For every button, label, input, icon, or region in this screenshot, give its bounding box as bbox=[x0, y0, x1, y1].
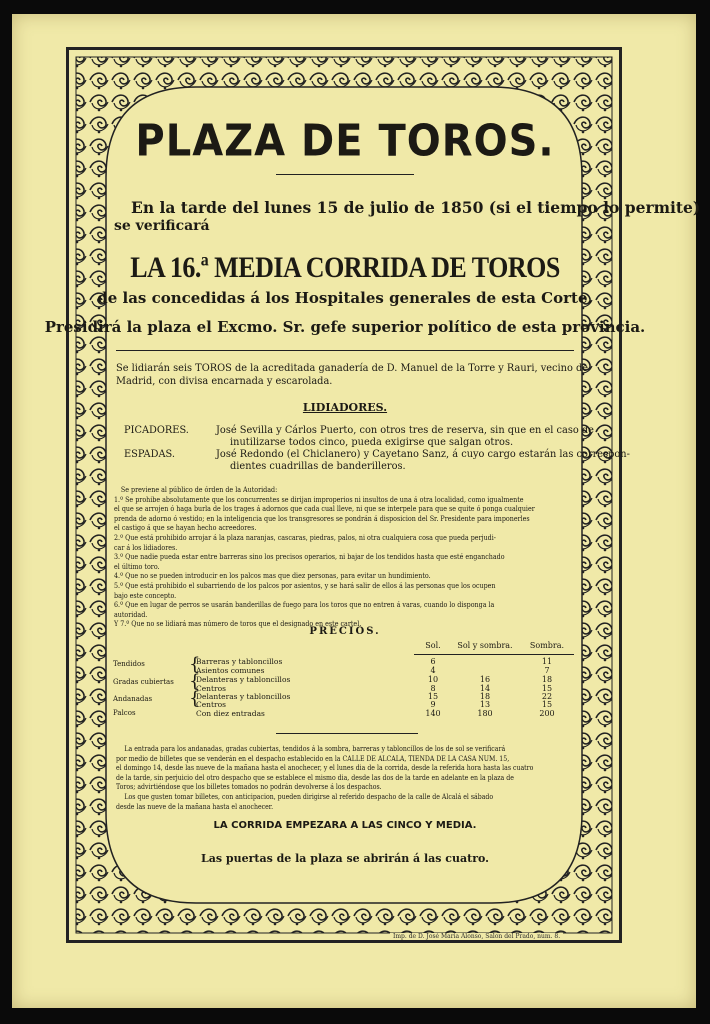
note-line: de la tarde, sin perjuicio del otro despacho que se establece el mismo dia, desde las dos de la tarde en adelante en la plaza de bbox=[116, 772, 514, 782]
note-line: por medio de billetes que se venderán en el despacho establecido en la CALLE DE ALCALA, TIENDA DE LA CASA NUM. 15, bbox=[116, 753, 510, 763]
price-sol: 9 bbox=[430, 700, 436, 709]
hospitals-line: de las concedidas á los Hospitales generales de esta Corte. bbox=[97, 289, 593, 307]
rule-line: el que se arrojen ó haga burla de los trages á adornos que cada cual lleve, ni que se interpele para que se quite ó ponga cualquier bbox=[114, 504, 535, 514]
group-tendidos: Tendidos bbox=[113, 660, 145, 668]
espadas-label: ESPADAS. bbox=[124, 449, 176, 460]
picadores-text-2: inutilizarse todos cinco, pueda exigirse que salgan otros. bbox=[230, 437, 514, 448]
poster-title: PLAZA DE TOROS. bbox=[135, 115, 555, 167]
price-sombra: 22 bbox=[541, 692, 553, 701]
rule-line: autoridad. bbox=[114, 609, 148, 619]
notes-rule bbox=[276, 733, 418, 734]
presidency-line: Presidirá la plaza el Excmo. Sr. gefe superior político de esta provincia. bbox=[44, 318, 646, 336]
doors-time: Las puertas de la plaza se abrirán á las cuatro. bbox=[201, 852, 489, 865]
header-sombra: Sombra. bbox=[529, 641, 565, 650]
price-sombra: 15 bbox=[541, 684, 553, 693]
price-sol-sombra: 16 bbox=[479, 675, 491, 684]
rule-line: Y 7.º Que no se lidiará mas número de toros que el designado en este cartel. bbox=[114, 619, 362, 629]
rule-line: el último toro. bbox=[114, 561, 160, 571]
intro-line-1: En la tarde del lunes 15 de julio de 1850 (si el tiempo lo permite) bbox=[131, 198, 701, 217]
rule-line: 1.º Se prohibe absolutamente que los concurrentes se dirijan improperios ni insultos de una á otra localidad, como igualmente bbox=[114, 494, 524, 504]
price-sombra: 18 bbox=[541, 675, 553, 684]
rule-line: 5.º Que está prohibido el subarriendo de los palcos por asientos, y se hará salir de ellos á las personas que los ocupen bbox=[114, 580, 496, 590]
note-line: La entrada para los andanadas, gradas cubiertas, tendidos á la sombra, barreras y tabloncillos de los de sol se verificará bbox=[124, 744, 506, 753]
printer-credit: Imp. de D. José Maria Alonso, Salon del Prado, num. 8. bbox=[390, 933, 563, 940]
note-line: el domingo 14, desde las nueve de la mañana hasta el anochecer, y el lunes dia de la corrida, desde la referida hora hasta las cuatro bbox=[116, 763, 534, 773]
note-line: desde las nueve de la mañana hasta el anochecer. bbox=[116, 801, 274, 811]
price-sol: 10 bbox=[427, 675, 439, 684]
header-sol: Sol. bbox=[425, 641, 441, 650]
price-item: Delanteras y tabloncillos bbox=[196, 675, 291, 684]
price-sol-sombra: 13 bbox=[479, 700, 491, 709]
precios-heading: PRECIOS. bbox=[309, 626, 381, 637]
group-andanadas: Andanadas bbox=[113, 695, 153, 703]
group-palcos: Palcos bbox=[113, 709, 136, 717]
rule-line: car á los lidiadores. bbox=[114, 542, 178, 552]
section-rule bbox=[116, 350, 574, 351]
rule-line: el castigo á que se hayan hecho acreedores. bbox=[114, 523, 257, 533]
espadas-text-2: dientes cuadrillas de banderilleros. bbox=[230, 461, 406, 472]
espadas-text-1: José Redondo (el Chiclanero) y Cayetano Sanz, á cuyo cargo estarán las correspon- bbox=[216, 449, 630, 460]
start-time: LA CORRIDA EMPEZARA A LAS CINCO Y MEDIA. bbox=[213, 820, 477, 831]
event-title: LA 16.ª MEDIA CORRIDA DE TOROS bbox=[130, 250, 560, 285]
notes-block bbox=[116, 744, 533, 811]
rule-line: bajo este concepto. bbox=[114, 590, 177, 600]
rule-line: prenda de adorno ó vestido; en la inteligencia que los transgresores se pondrán á disposicion del Sr. Presidente para imponerles bbox=[114, 513, 530, 523]
price-item: Delanteras y tabloncillos bbox=[196, 692, 291, 701]
price-sol-sombra: 180 bbox=[477, 709, 493, 718]
price-sol: 4 bbox=[430, 666, 436, 675]
price-sombra: 15 bbox=[541, 700, 553, 709]
rule-line: 6.º Que en lugar de perros se usarán banderillas de fuego para los toros que no entren á varas, cuando lo disponga la bbox=[114, 600, 495, 610]
header-sol-sombra: Sol y sombra. bbox=[457, 641, 513, 650]
rule-line: 3.º Que nadie pueda estar entre barreras sino los precisos operarios, ni bajar de los tendidos hasta que esté enganchado bbox=[114, 552, 505, 562]
bulls-line-2: Madrid, con divisa encarnada y escarolada. bbox=[116, 376, 333, 387]
price-sol: 15 bbox=[427, 692, 439, 701]
rules-block bbox=[114, 485, 535, 629]
picadores-label: PICADORES. bbox=[124, 425, 189, 436]
price-sol: 8 bbox=[430, 684, 436, 693]
group-gradas: Gradas cubiertas bbox=[113, 678, 174, 686]
rule-line: Se previene al público de órden de la Autoridad: bbox=[120, 485, 278, 494]
title-rule bbox=[276, 174, 414, 175]
picadores-text-1: José Sevilla y Cárlos Puerto, con otros tres de reserva, sin que en el caso de bbox=[216, 425, 594, 436]
intro-line-2: se verificará bbox=[114, 218, 210, 234]
note-line: Toros; advirtiéndose que los billetes tomados no podrán devolverse á los despachos. bbox=[116, 782, 382, 792]
price-sombra: 7 bbox=[544, 666, 550, 675]
rule-line: 2.º Que está prohibido arrojar á la plaza naranjas, cascaras, piedras, palos, ni otra cualquiera cosa que pueda perjudi- bbox=[114, 532, 496, 542]
brace-icon: { bbox=[189, 654, 201, 675]
bulls-line-1: Se lidiarán seis TOROS de la acreditada ganadería de D. Manuel de la Torre y Rauri, vecino de bbox=[116, 363, 589, 374]
price-item: Centros bbox=[196, 684, 226, 693]
price-item: Centros bbox=[196, 700, 226, 709]
price-item: Con diez entradas bbox=[196, 709, 265, 718]
brace-icon: { bbox=[189, 671, 201, 692]
price-sol-sombra: 14 bbox=[479, 684, 491, 693]
price-sol: 6 bbox=[430, 657, 436, 666]
price-sol-sombra: 18 bbox=[479, 692, 491, 701]
price-item: Asientos comunes bbox=[196, 666, 265, 675]
price-sombra: 200 bbox=[539, 709, 555, 718]
price-sombra: 11 bbox=[541, 657, 553, 666]
price-header-rule bbox=[414, 654, 574, 655]
note-line: Los que gusten tomar billetes, con anticipacion, pueden dirigirse al referido despacho de la calle de Alcalá el sábado bbox=[124, 791, 494, 801]
price-sol: 140 bbox=[425, 709, 441, 718]
price-item: Barreras y tabloncillos bbox=[196, 657, 283, 666]
rule-line: 4.º Que no se pueden introducir en los palcos mas que diez personas, para evitar un hundimiento. bbox=[114, 571, 431, 581]
brace-icon: { bbox=[189, 688, 201, 709]
lidiadores-heading: LIDIADORES. bbox=[302, 401, 388, 414]
